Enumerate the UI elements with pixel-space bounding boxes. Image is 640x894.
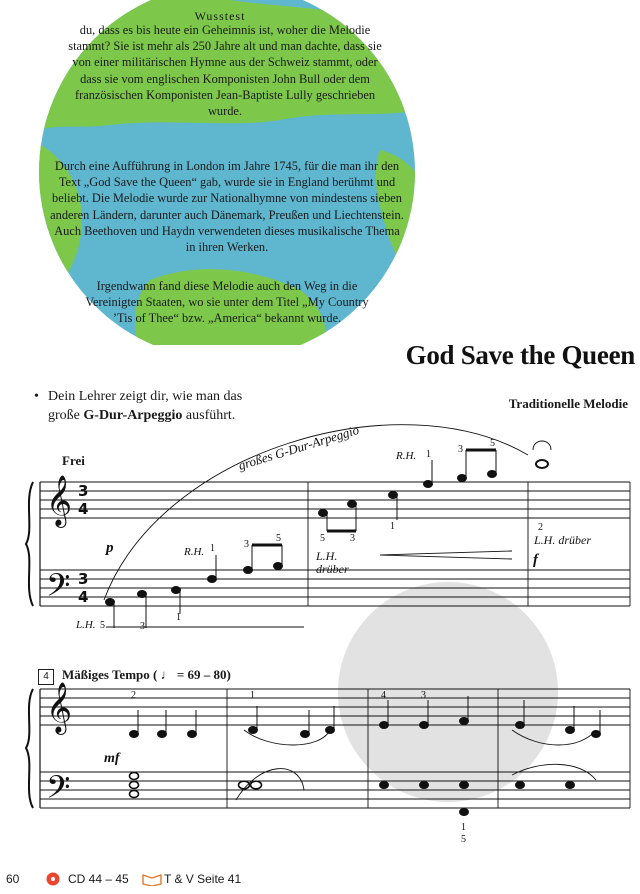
tempo-frei: Frei [62,453,85,468]
fingering: 1 [461,822,466,833]
tempo-text: Mäßiges Tempo ( [62,667,158,682]
fingering: 1 [210,543,215,554]
globe-paragraph-1: du, dass es bis heute ein Geheimnis ist, woher die Melodie stammt? Sie ist mehr als 250 Jahre alt und man dachte, dass sie von einer militärischen Hymne aus der Schweiz stammt, oder dass sie vom englischen Komponisten John Bull oder dem französischen Komponisten Jean-Baptiste Lully geschrieben wurde. [68,23,382,119]
instruction-prefix: große [48,408,84,423]
dynamic-p: p [106,540,114,556]
fingering: 4 [381,690,386,701]
treble-clef-icon: 𝄞 [46,475,73,526]
fingering: 5 [276,533,281,544]
fingering: 2 [131,690,136,701]
bullet: • [34,389,39,404]
bass-clef-icon: 𝄢 [46,769,71,813]
fingering: 5 [100,620,105,631]
fingering: 3 [244,539,249,550]
lh-label: L.H. [76,619,96,631]
book-icon [142,872,162,886]
tempo-marking [62,667,231,683]
instruction-bold: G-Dur-Arpeggio [83,408,183,423]
fingering: 3 [421,690,426,701]
arpeggio-label: großes G-Dur-Arpeggio [236,421,361,473]
instruction-suffix: ausführt. [182,408,236,423]
fingering: 5 [461,834,466,845]
treble-clef-icon: 𝄞 [46,682,73,733]
system2-brace [26,689,33,808]
measure-number: 4 [38,669,54,685]
fingering: 1 [426,449,431,460]
globe-paragraph-2: Durch eine Aufführung in London im Jahre 1745, für die man ihr den Text „God Save the Queen“ gab, wurde sie in England berühmt und beliebt. Die Melodie wurde zur Nationalhymne von mindestens sieben anderen Ländern, darunter auch Dänemark, Preußen und Liechtenstein. Auch Beethoven und Haydn verwendeten dieses musikalische Thema in ihren Werken. [50,159,404,255]
bass-clef-icon: 𝄢 [46,567,71,611]
tv-label: T & V Seite 41 [164,872,242,886]
globe-paragraph-3: Irgendwann fand diese Melodie auch den Weg in die Vereinigten Staaten, wo sie unter dem Titel „My Country ’Tis of Thee“ bzw. „America“ bekannt wurde. [85,279,369,326]
lh-druber-label: L.H. [316,549,338,563]
tempo-value: = 69 – 80) [176,667,231,682]
cd-icon [46,872,60,886]
footer [0,868,640,894]
fingering: 3 [140,621,145,632]
cd-label: CD 44 – 45 [68,872,129,886]
globe-title: Wusstest [194,9,246,23]
system2-treble-staff [40,689,630,725]
rh-label-1: R.H. [184,546,205,558]
system1-treble-staff [40,482,630,518]
quarter-note-icon: ♩ [157,667,177,682]
fingering: 1 [176,612,181,623]
fingering: 5 [320,533,325,544]
druber-label: drüber [316,562,349,576]
svg-text:3: 3 [78,482,89,500]
song-title: God Save the Queen [405,340,635,370]
crescendo-hairpin [380,551,512,559]
fingering: 5 [490,438,495,449]
fingering: 1 [250,690,255,701]
instruction-line-1: Dein Lehrer zeigt dir, wie man das [48,389,243,404]
rh-label-2: R.H. [396,450,417,462]
dynamic-f: f [533,552,538,568]
fingering: 3 [350,533,355,544]
fingering: 2 [538,522,543,533]
fingering: 3 [458,444,463,455]
song-subtitle: Traditionelle Melodie [508,396,628,411]
fingering: 1 [390,521,395,532]
svg-text:3: 3 [78,570,89,588]
svg-text:4: 4 [78,588,89,606]
system2-bass-staff [40,772,630,808]
svg-text:4: 4 [78,500,89,518]
lh-druber-label-2: L.H. drüber [534,533,592,547]
page-number: 60 [6,872,20,886]
system1-brace [26,482,33,606]
dynamic-mf: mf [104,751,120,766]
